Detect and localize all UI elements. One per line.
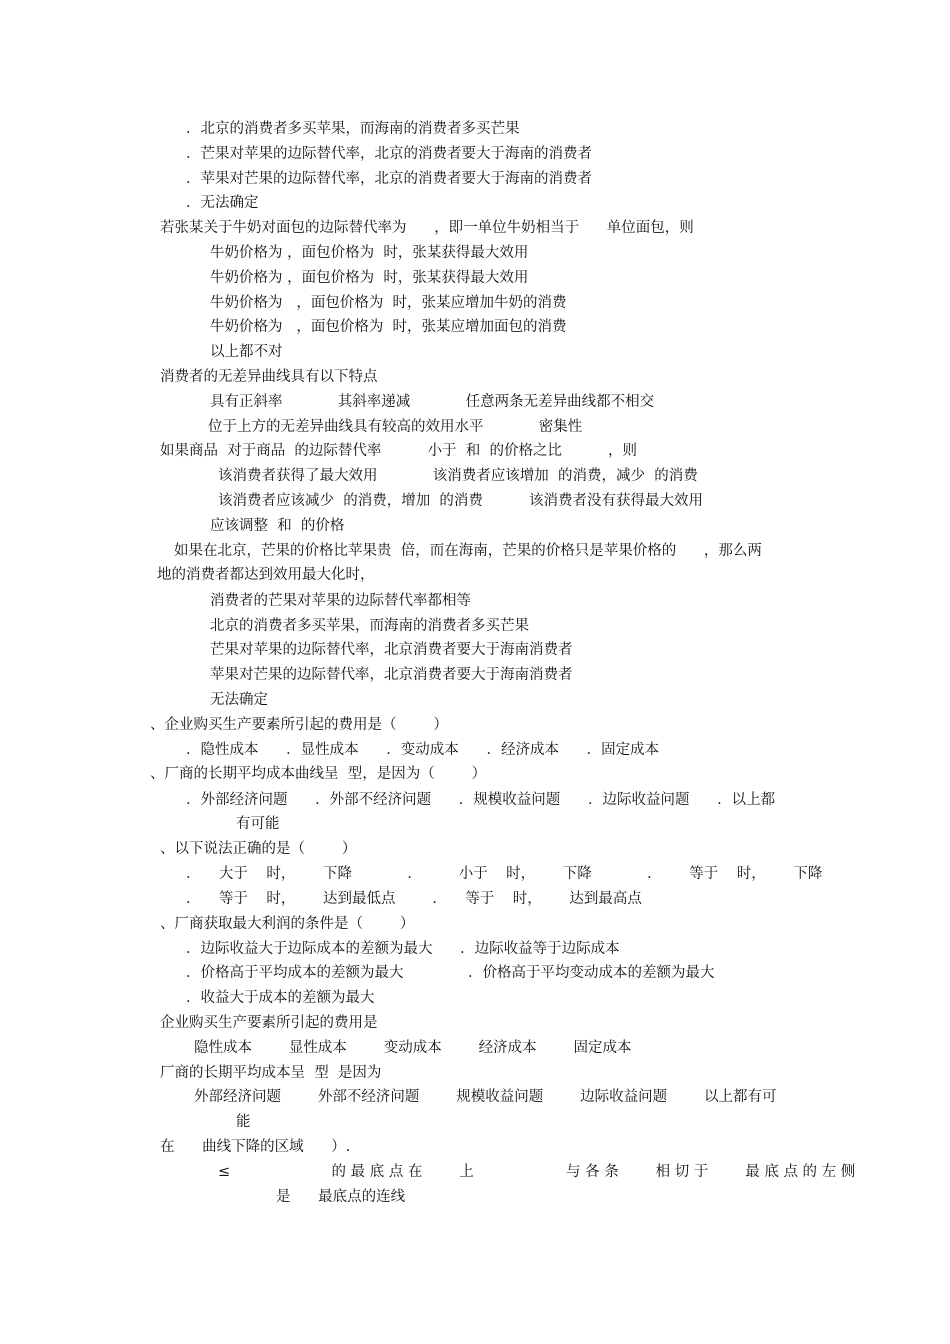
option-line: 位于上方的无差异曲线具有较高的效用水平 密集性 (208, 419, 583, 435)
option-line: ．无法确定 (186, 195, 259, 211)
question-line: 、企业购买生产要素所引起的费用是（ ） (150, 717, 448, 733)
option-line: 该消费者获得了最大效用 该消费者应该增加 的消费，减少 的消费 (218, 468, 698, 484)
option-line: 苹果对芒果的边际替代率，北京消费者要大于海南消费者 (210, 667, 573, 683)
question-line: 、以下说法正确的是（ ） (160, 841, 357, 857)
option-line: 该消费者应该减少 的消费，增加 的消费 该消费者没有获得最大效用 (218, 493, 704, 509)
option-line: 牛奶价格为 ，面包价格为 时，张某获得最大效用 (210, 245, 529, 261)
option-line: 以上都不对 (210, 344, 283, 360)
option-line: 隐性成本 显性成本 变动成本 经济成本 固定成本 (194, 1040, 632, 1056)
option-line: 能 (236, 1114, 251, 1130)
option-line: ．隐性成本 ．显性成本 ．变动成本 ．经济成本 ．固定成本 (186, 742, 660, 758)
question-line: 消费者的无差异曲线具有以下特点 (160, 369, 378, 385)
option-line: ．外部经济问题 ．外部不经济问题 ．规模收益问题 ．边际收益问题 ．以上都 (186, 792, 776, 808)
option-line: ．苹果对芒果的边际替代率，北京的消费者要大于海南的消费者 (186, 171, 592, 187)
question-line: 、厂商的长期平均成本曲线呈 型，是因为（ ） (150, 766, 487, 782)
option-line: ．芒果对苹果的边际替代率，北京的消费者要大于海南的消费者 (186, 146, 592, 162)
option-line: 无法确定 (210, 692, 268, 708)
question-line: 如果在北京，芒果的价格比苹果贵 倍，而在海南，芒果的价格只是苹果价格的 ，那么两 (174, 543, 762, 559)
question-line: 若张某关于牛奶对面包的边际替代率为 ，即一单位牛奶相当于 单位面包，则 (160, 220, 694, 236)
question-line: 企业购买生产要素所引起的费用是 (160, 1015, 378, 1031)
question-line: 地的消费者都达到效用最大化时， (157, 567, 375, 583)
question-line: 如果商品 对于商品 的边际替代率 小于 和 的价格之比 ，则 (160, 443, 638, 459)
option-line: 消费者的芒果对苹果的边际替代率都相等 (210, 593, 471, 609)
question-line: 厂商的长期平均成本呈 型 是因为 (160, 1065, 382, 1081)
option-line: 外部经济问题 外部不经济问题 规模收益问题 边际收益问题 以上都有可 (194, 1089, 777, 1105)
option-line: 北京的消费者多买苹果，而海南的消费者多买芒果 (210, 618, 529, 634)
option-line: 具有正斜率 其斜率递减 任意两条无差异曲线都不相交 (210, 394, 655, 410)
option-line: ≤ 的 最 底 点 在 上 与 各 条 相 切 于 最 底 点 的 左 侧 (218, 1164, 856, 1180)
option-line: 应该调整 和 的价格 (210, 518, 345, 534)
option-line: 是 最底点的连线 (276, 1189, 406, 1205)
option-line: 牛奶价格为 ，面包价格为 时，张某获得最大效用 (210, 270, 529, 286)
option-line: ． 等于 时， 达到最低点 ． 等于 时， 达到最高点 (186, 891, 642, 907)
option-line: ．收益大于成本的差额为最大 (186, 990, 375, 1006)
question-line: 、厂商获取最大利润的条件是（ ） (160, 916, 415, 932)
question-line: 在 曲线下降的区域 ）. (160, 1139, 351, 1155)
option-line: ． 大于 时， 下降 ． 小于 时， 下降 ． 等于 时， 下降 (186, 866, 823, 882)
option-line: 牛奶价格为 ，面包价格为 时，张某应增加面包的消费 (210, 319, 567, 335)
option-line: 牛奶价格为 ，面包价格为 时，张某应增加牛奶的消费 (210, 295, 567, 311)
option-line: ．边际收益大于边际成本的差额为最大 ．边际收益等于边际成本 (186, 941, 620, 957)
option-line: 芒果对苹果的边际替代率，北京消费者要大于海南消费者 (210, 642, 573, 658)
option-line: ．价格高于平均成本的差额为最大 ．价格高于平均变动成本的差额为最大 (186, 965, 715, 981)
option-line: 有可能 (236, 816, 280, 832)
option-line: ．北京的消费者多买苹果，而海南的消费者多买芒果 (186, 121, 520, 137)
